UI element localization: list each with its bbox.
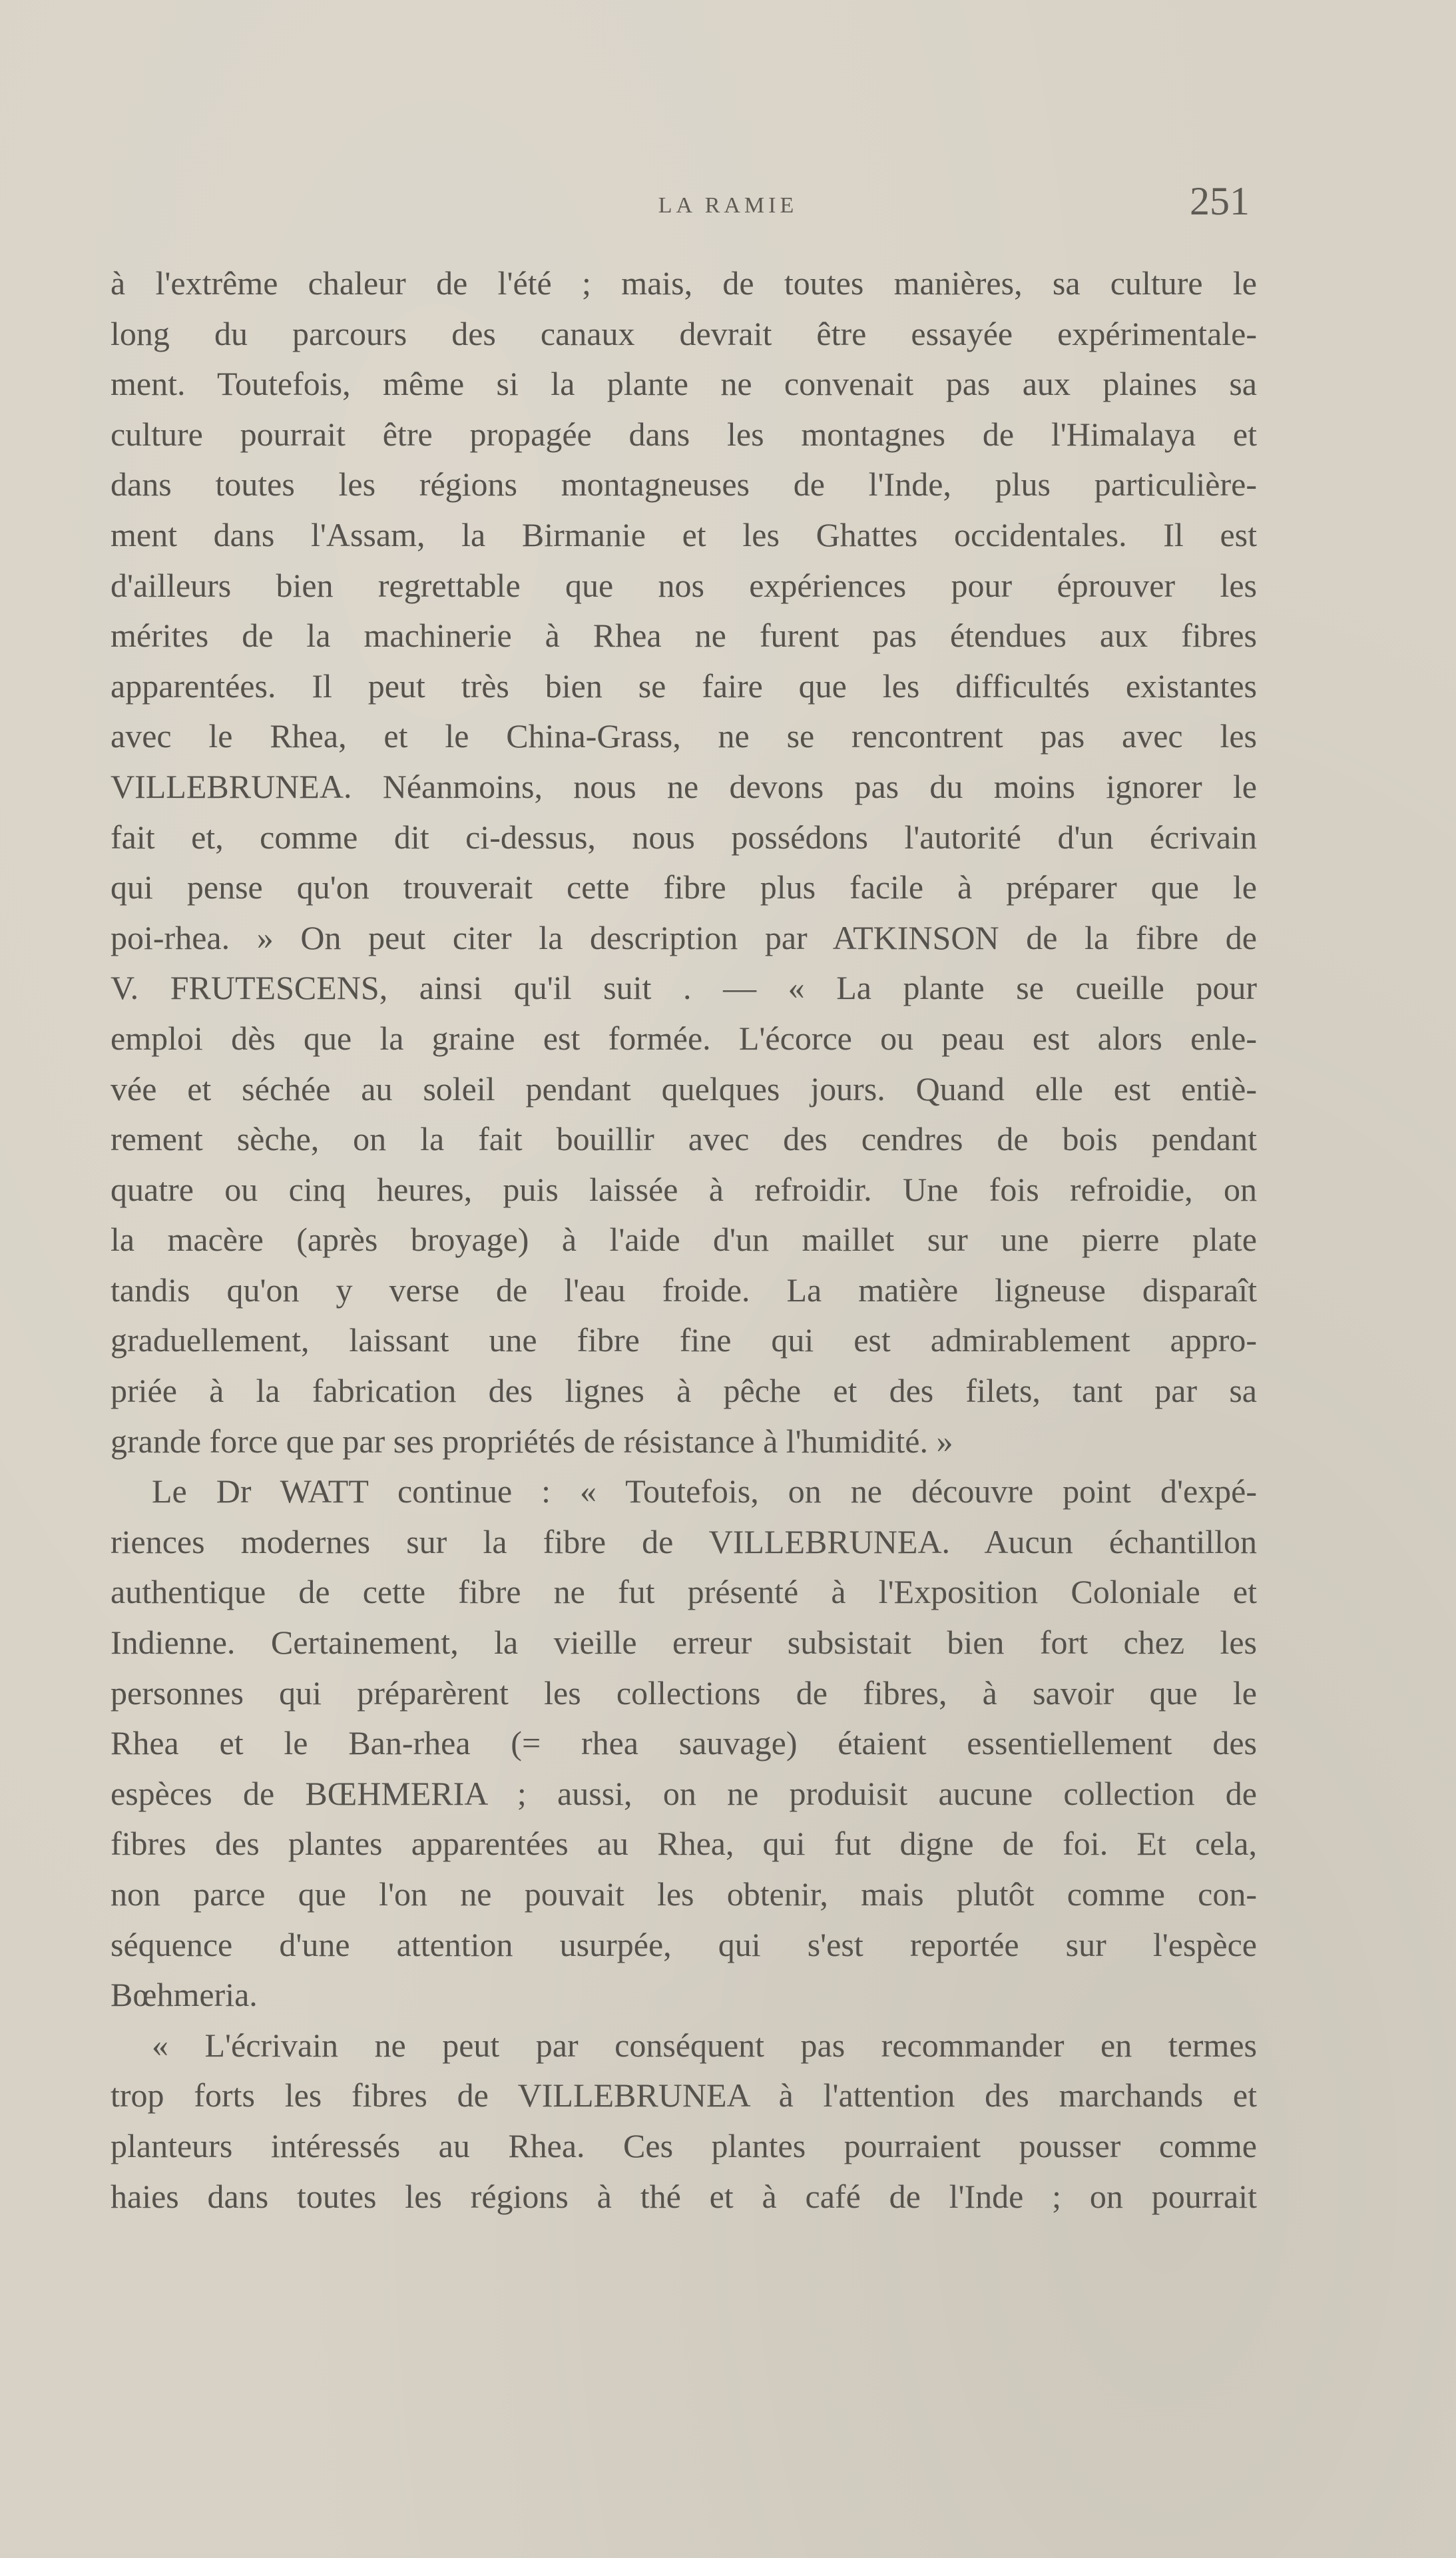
running-head — [0, 178, 1456, 232]
text-line: Indienne. Certainement, la vieille erreur subsistait bien fort chez les — [111, 1624, 1257, 1662]
text-line: VILLEBRUNEA. Néanmoins, nous ne devons pas du moins ignorer le — [111, 767, 1257, 805]
text-line: vée et séchée au soleil pendant quelques jours. Quand elle est entiè- — [111, 1070, 1257, 1108]
text-line: graduellement, laissant une fibre fine qui est admirablement appro- — [111, 1321, 1257, 1359]
text-line: avec le Rhea, et le China-Grass, ne se rencontrent pas avec les — [111, 717, 1257, 755]
text-line: quatre ou cinq heures, puis laissée à refroidir. Une fois refroidie, on — [111, 1170, 1257, 1208]
text-line: Bœhmeria. — [111, 1976, 258, 2014]
text-line: à l'extrême chaleur de l'été ; mais, de toutes manières, sa culture le — [111, 264, 1257, 302]
text-line: non parce que l'on ne pouvait les obtenir, mais plutôt comme con- — [111, 1875, 1257, 1913]
text-line: ment. Toutefois, même si la plante ne convenait pas aux plaines sa — [111, 365, 1257, 403]
text-line: long du parcours des canaux devrait être essayée expérimentale- — [111, 314, 1257, 352]
running-title: LA RAMIE — [658, 193, 798, 218]
text-line: grande force que par ses propriétés de résistance à l'humidité. » — [111, 1422, 953, 1460]
text-line: apparentées. Il peut très bien se faire que les difficultés existantes — [111, 667, 1257, 705]
text-line: emploi dès que la graine est formée. L'écorce ou peau est alors enle- — [111, 1019, 1257, 1057]
text-line: mérites de la machinerie à Rhea ne furent pas étendues aux fibres — [111, 617, 1257, 655]
text-line: séquence d'une attention usurpée, qui s'est reportée sur l'espèce — [111, 1925, 1257, 1963]
text-line: personnes qui préparèrent les collections de fibres, à savoir que le — [111, 1674, 1257, 1712]
text-line: trop forts les fibres de VILLEBRUNEA à l'attention des marchands et — [111, 2077, 1257, 2114]
text-line: V. FRUTESCENS, ainsi qu'il suit . — « La plante se cueille pour — [111, 969, 1257, 1007]
text-line: fait et, comme dit ci-dessus, nous possédons l'autorité d'un écrivain — [111, 818, 1257, 856]
text-line: planteurs intéressés au Rhea. Ces plantes pourraient pousser comme — [111, 2126, 1257, 2164]
text-line: qui pense qu'on trouverait cette fibre plus facile à préparer que le — [111, 868, 1257, 906]
text-line: Le Dr WATT continue : « Toutefois, on ne découvre point d'expé- — [152, 1472, 1257, 1510]
text-line: la macère (après broyage) à l'aide d'un maillet sur une pierre plate — [111, 1221, 1257, 1259]
text-line: tandis qu'on y verse de l'eau froide. La matière ligneuse disparaît — [111, 1271, 1257, 1309]
text-line: Rhea et le Ban-rhea (= rhea sauvage) étaient essentiellement des — [111, 1724, 1257, 1762]
page-number: 251 — [1190, 179, 1250, 223]
text-line: riences modernes sur la fibre de VILLEBRUNEA. Aucun échantillon — [111, 1522, 1257, 1560]
body-text — [111, 258, 1257, 2222]
text-line: rement sèche, on la fait bouillir avec des cendres de bois pendant — [111, 1120, 1257, 1158]
text-line: culture pourrait être propagée dans les montagnes de l'Himalaya et — [111, 415, 1257, 453]
text-line: authentique de cette fibre ne fut présenté à l'Exposition Coloniale et — [111, 1573, 1257, 1611]
text-line: d'ailleurs bien regrettable que nos expériences pour éprouver les — [111, 566, 1257, 604]
text-line: fibres des plantes apparentées au Rhea, qui fut digne de foi. Et cela, — [111, 1825, 1257, 1863]
text-line: priée à la fabrication des lignes à pêche et des filets, tant par sa — [111, 1372, 1257, 1410]
text-line: espèces de BŒHMERIA ; aussi, on ne produisit aucune collection de — [111, 1774, 1257, 1812]
text-line: haies dans toutes les régions à thé et à café de l'Inde ; on pourrait — [111, 2177, 1257, 2215]
text-line: dans toutes les régions montagneuses de l'Inde, plus particulière- — [111, 466, 1257, 503]
text-line: ment dans l'Assam, la Birmanie et les Ghattes occidentales. Il est — [111, 515, 1257, 553]
text-line: poi-rhea. » On peut citer la description par ATKINSON de la fibre de — [111, 918, 1257, 956]
text-line: « L'écrivain ne peut par conséquent pas recommander en termes — [152, 2026, 1257, 2064]
